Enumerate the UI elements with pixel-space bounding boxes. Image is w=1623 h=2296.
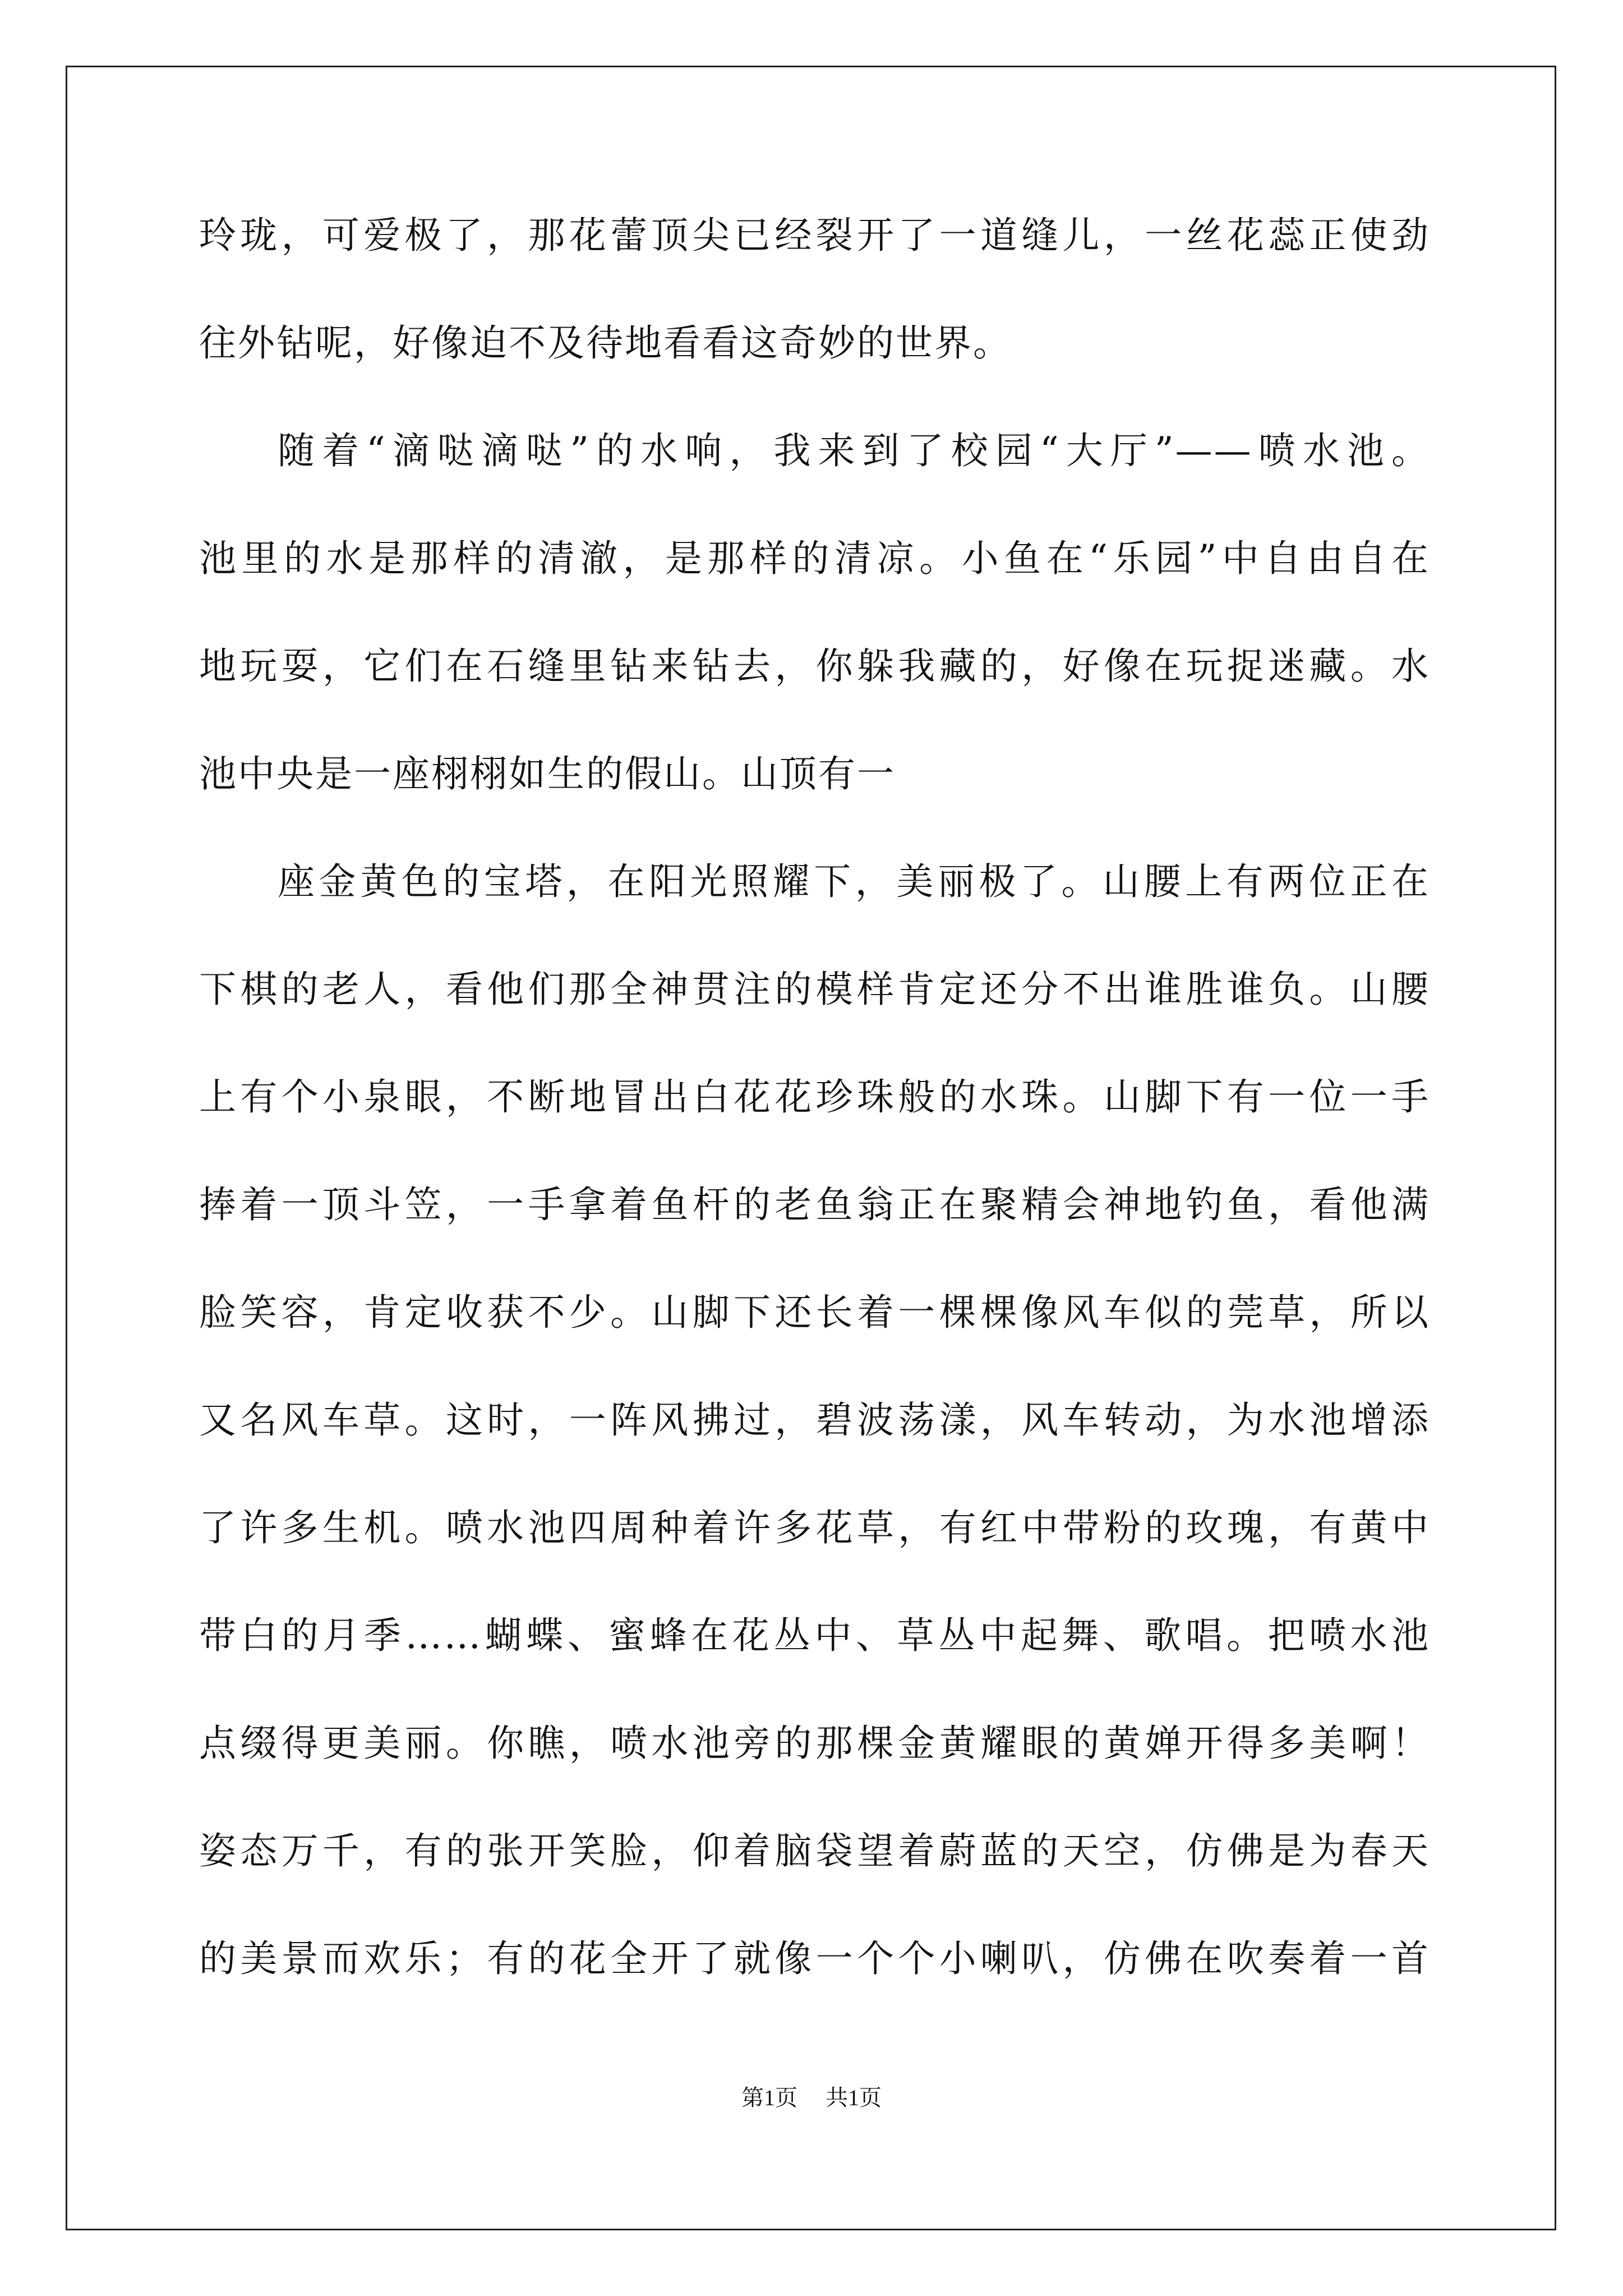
text-line: 地玩耍，它们在石缝里钻来钻去，你躲我藏的，好像在玩捉迷藏。水 bbox=[199, 645, 1430, 688]
paragraph-start-line: 座金黄色的宝塔，在阳光照耀下，美丽极了。山腰上有两位正在 bbox=[278, 860, 1430, 903]
text-line: 点缀得更美丽。你瞧，喷水池旁的那棵金黄耀眼的黄婵开得多美啊！ bbox=[199, 1722, 1430, 1765]
text-line: 玲珑，可爱极了，那花蕾顶尖已经裂开了一道缝儿，一丝花蕊正使劲 bbox=[199, 214, 1430, 257]
text-line: 的美景而欢乐；有的花全开了就像一个个小喇叭，仿佛在吹奏着一首 bbox=[199, 1937, 1430, 1980]
text-line: 池里的水是那样的清澈，是那样的清凉。小鱼在“乐园”中自由自在 bbox=[199, 537, 1430, 580]
page-number: 第1页 bbox=[741, 2085, 797, 2110]
text-line: 了许多生机。喷水池四周种着许多花草，有红中带粉的玫瑰，有黄中 bbox=[199, 1506, 1430, 1549]
text-line: 往外钻呢，好像迫不及待地看看这奇妙的世界。 bbox=[199, 321, 1012, 365]
paragraph-start-line: 随着“滴哒滴哒”的水响，我来到了校园“大厅”——喷水池。 bbox=[278, 429, 1430, 472]
text-line: 姿态万千，有的张开笑脸，仰着脑袋望着蔚蓝的天空，仿佛是为春天 bbox=[199, 1829, 1430, 1872]
page-total: 共1页 bbox=[826, 2085, 882, 2110]
text-line: 又名风车草。这时，一阵风拂过，碧波荡漾，风车转动，为水池增添 bbox=[199, 1398, 1430, 1442]
text-line: 池中央是一座栩栩如生的假山。山顶有一 bbox=[199, 752, 896, 795]
text-line: 上有个小泉眼，不断地冒出白花花珍珠般的水珠。山脚下有一位一手 bbox=[199, 1075, 1430, 1119]
page-footer bbox=[0, 2083, 1623, 2113]
document-body bbox=[199, 213, 1430, 1981]
text-line: 下棋的老人，看他们那全神贯注的模样肯定还分不出谁胜谁负。山腰 bbox=[199, 968, 1430, 1011]
text-line: 带白的月季……蝴蝶、蜜蜂在花丛中、草丛中起舞、歌唱。把喷水池 bbox=[199, 1614, 1430, 1657]
text-line: 捧着一顶斗笠，一手拿着鱼杆的老鱼翁正在聚精会神地钓鱼，看他满 bbox=[199, 1183, 1430, 1226]
text-line: 脸笑容，肯定收获不少。山脚下还长着一棵棵像风车似的莞草，所以 bbox=[199, 1291, 1430, 1334]
